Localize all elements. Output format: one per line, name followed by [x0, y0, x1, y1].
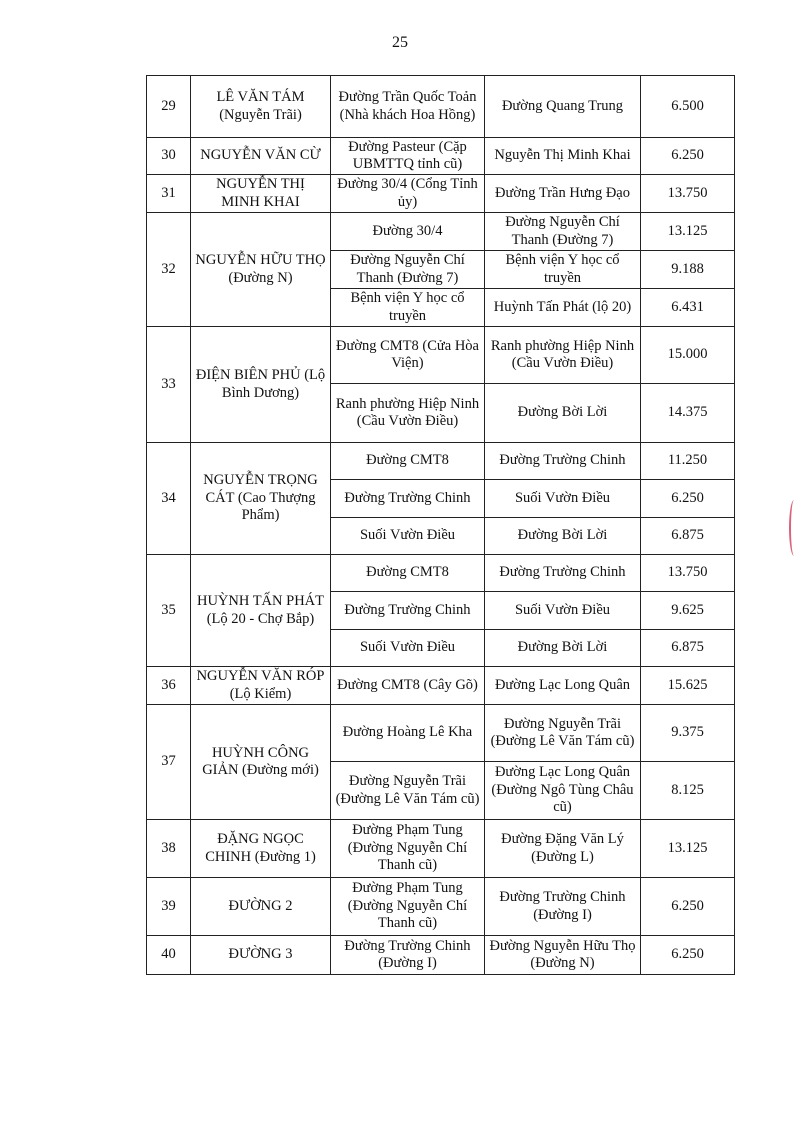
row-number: 37 — [147, 705, 191, 820]
segment-from: Suối Vườn Điều — [331, 630, 485, 667]
segment-from: Đường Trần Quốc Toản (Nhà khách Hoa Hồng) — [331, 76, 485, 138]
table-row — [147, 878, 735, 936]
street-name: NGUYỄN THỊ MINH KHAI — [191, 175, 331, 213]
segment-to: Đường Đặng Văn Lý (Đường L) — [485, 820, 641, 878]
table-row — [147, 936, 735, 975]
table-row — [147, 443, 735, 480]
price-value: 9.375 — [641, 705, 735, 762]
price-value: 15.625 — [641, 667, 735, 705]
price-value: 6.431 — [641, 289, 735, 327]
table-row — [147, 327, 735, 384]
segment-from: Đường Pasteur (Cặp UBMTTQ tỉnh cũ) — [331, 138, 485, 175]
segment-from: Đường Trường Chinh — [331, 592, 485, 630]
street-name: NGUYỄN VĂN CỪ — [191, 138, 331, 175]
price-value: 14.375 — [641, 384, 735, 443]
segment-from: Đường Phạm Tung (Đường Nguyễn Chí Thanh cũ) — [331, 878, 485, 936]
segment-to: Huỳnh Tấn Phát (lộ 20) — [485, 289, 641, 327]
street-name: ĐẶNG NGỌC CHINH (Đường 1) — [191, 820, 331, 878]
table-row — [147, 820, 735, 878]
price-value: 6.250 — [641, 936, 735, 975]
segment-from: Bệnh viện Y học cổ truyền — [331, 289, 485, 327]
segment-to: Đường Quang Trung — [485, 76, 641, 138]
table-row — [147, 76, 735, 138]
segment-from: Đường Trường Chinh (Đường I) — [331, 936, 485, 975]
price-value: 6.250 — [641, 480, 735, 518]
segment-to: Đường Bời Lời — [485, 518, 641, 555]
segment-to: Đường Trần Hưng Đạo — [485, 175, 641, 213]
row-number: 36 — [147, 667, 191, 705]
price-value: 9.188 — [641, 251, 735, 289]
segment-to: Đường Trường Chinh — [485, 443, 641, 480]
segment-from: Đường CMT8 (Cửa Hòa Viện) — [331, 327, 485, 384]
price-value: 15.000 — [641, 327, 735, 384]
table-row — [147, 555, 735, 592]
row-number: 35 — [147, 555, 191, 667]
segment-to: Ranh phường Hiệp Ninh (Cầu Vườn Điều) — [485, 327, 641, 384]
segment-from: Đường CMT8 (Cây Gõ) — [331, 667, 485, 705]
price-value: 13.750 — [641, 175, 735, 213]
street-name: ĐƯỜNG 3 — [191, 936, 331, 975]
street-name: NGUYỄN HỮU THỌ (Đường N) — [191, 213, 331, 327]
street-name: LÊ VĂN TÁM (Nguyễn Trãi) — [191, 76, 331, 138]
segment-from: Đường Nguyễn Chí Thanh (Đường 7) — [331, 251, 485, 289]
row-number: 31 — [147, 175, 191, 213]
street-name: NGUYỄN VĂN RÓP (Lộ Kiểm) — [191, 667, 331, 705]
price-value: 13.125 — [641, 213, 735, 251]
street-name: NGUYỄN TRỌNG CÁT (Cao Thượng Phẩm) — [191, 443, 331, 555]
segment-to: Đường Trường Chinh — [485, 555, 641, 592]
row-number: 29 — [147, 76, 191, 138]
stamp-fragment — [789, 500, 799, 556]
street-name: HUỲNH TẤN PHÁT (Lộ 20 - Chợ Bắp) — [191, 555, 331, 667]
segment-from: Đường Trường Chinh — [331, 480, 485, 518]
table-row — [147, 138, 735, 175]
table-body — [147, 76, 735, 975]
segment-to: Đường Bời Lời — [485, 384, 641, 443]
segment-to: Nguyễn Thị Minh Khai — [485, 138, 641, 175]
street-name: ĐƯỜNG 2 — [191, 878, 331, 936]
price-value: 6.875 — [641, 518, 735, 555]
segment-to: Bệnh viện Y học cổ truyền — [485, 251, 641, 289]
segment-to: Đường Nguyễn Trãi (Đường Lê Văn Tám cũ) — [485, 705, 641, 762]
price-value: 9.625 — [641, 592, 735, 630]
row-number: 39 — [147, 878, 191, 936]
segment-from: Đường CMT8 — [331, 555, 485, 592]
row-number: 30 — [147, 138, 191, 175]
row-number: 32 — [147, 213, 191, 327]
segment-to: Đường Lạc Long Quân (Đường Ngô Tùng Châu cũ) — [485, 762, 641, 820]
segment-to: Suối Vườn Điều — [485, 480, 641, 518]
segment-to: Đường Bời Lời — [485, 630, 641, 667]
price-value: 13.750 — [641, 555, 735, 592]
segment-from: Đường Hoàng Lê Kha — [331, 705, 485, 762]
segment-from: Đường CMT8 — [331, 443, 485, 480]
row-number: 40 — [147, 936, 191, 975]
price-value: 6.250 — [641, 878, 735, 936]
street-name: HUỲNH CÔNG GIẢN (Đường mới) — [191, 705, 331, 820]
price-value: 8.125 — [641, 762, 735, 820]
table-row — [147, 667, 735, 705]
table-row — [147, 213, 735, 251]
segment-to: Đường Nguyễn Chí Thanh (Đường 7) — [485, 213, 641, 251]
segment-to: Đường Lạc Long Quân — [485, 667, 641, 705]
land-price-table — [146, 75, 735, 975]
price-value: 6.250 — [641, 138, 735, 175]
row-number: 34 — [147, 443, 191, 555]
segment-from: Suối Vườn Điều — [331, 518, 485, 555]
segment-from: Đường 30/4 (Cổng Tỉnh ủy) — [331, 175, 485, 213]
row-number: 38 — [147, 820, 191, 878]
segment-to: Suối Vườn Điều — [485, 592, 641, 630]
table-row — [147, 175, 735, 213]
price-value: 11.250 — [641, 443, 735, 480]
page-number: 25 — [392, 34, 408, 51]
segment-from: Đường Phạm Tung (Đường Nguyễn Chí Thanh cũ) — [331, 820, 485, 878]
segment-to: Đường Nguyễn Hữu Thọ (Đường N) — [485, 936, 641, 975]
price-value: 6.875 — [641, 630, 735, 667]
segment-from: Đường 30/4 — [331, 213, 485, 251]
segment-from: Ranh phường Hiệp Ninh (Cầu Vườn Điều) — [331, 384, 485, 443]
segment-from: Đường Nguyễn Trãi (Đường Lê Văn Tám cũ) — [331, 762, 485, 820]
price-value: 13.125 — [641, 820, 735, 878]
street-name: ĐIỆN BIÊN PHỦ (Lộ Bình Dương) — [191, 327, 331, 443]
table-row — [147, 705, 735, 762]
segment-to: Đường Trường Chinh (Đường I) — [485, 878, 641, 936]
row-number: 33 — [147, 327, 191, 443]
price-value: 6.500 — [641, 76, 735, 138]
